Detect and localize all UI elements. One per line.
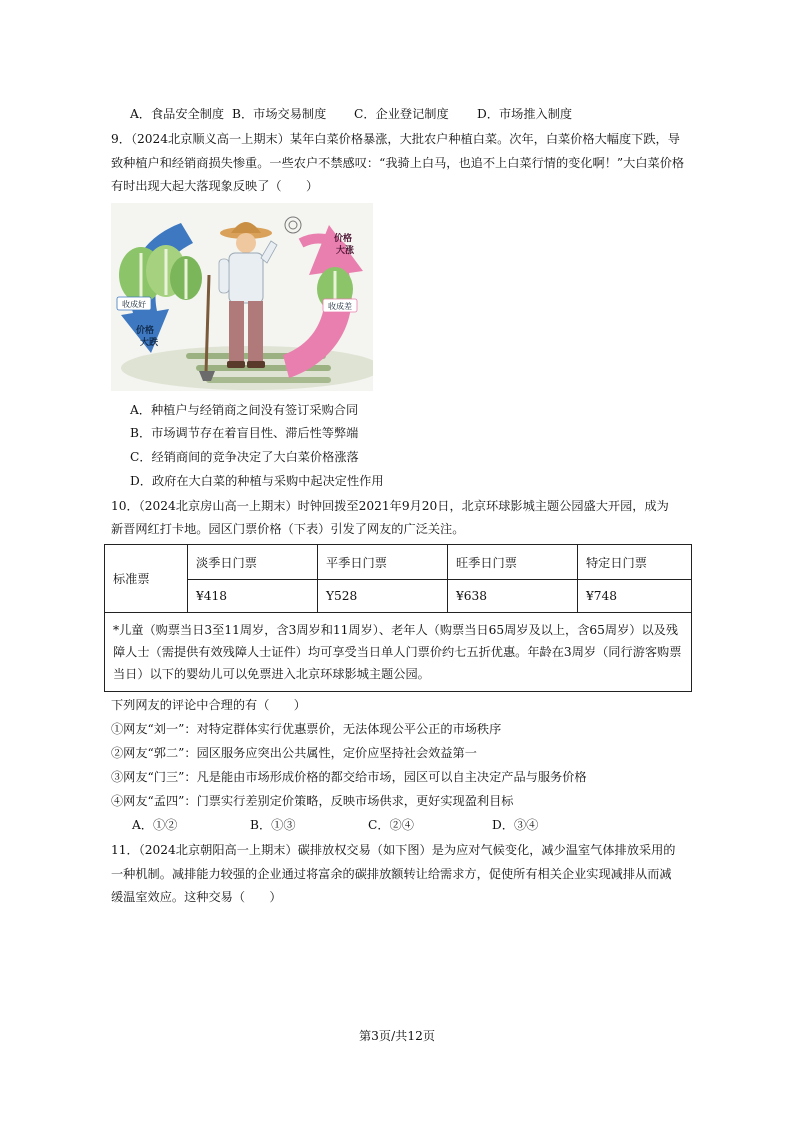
ticket-price-table bbox=[104, 544, 692, 692]
col-header-off-peak: 淡季日门票 bbox=[188, 545, 318, 580]
q9-option-d: D．政府在大白菜的种植与采购中起决定性作用 bbox=[130, 474, 384, 488]
cabbage-price-illustration bbox=[111, 203, 373, 391]
price-off-peak: ¥418 bbox=[188, 580, 318, 613]
q11-stem-line-1: 11．（2024北京朝阳高一上期末）碳排放权交易（如下图）是为应对气候变化，减少温室气体排放采用的 bbox=[111, 843, 676, 857]
label-price-drop-2: 大跌 bbox=[139, 338, 159, 348]
q11-stem-line-3: 缓温室效应。这种交易（ ） bbox=[111, 890, 282, 904]
q9-option-a: A．种植户与经销商之间没有签订采购合同 bbox=[130, 403, 359, 417]
q10-stem-line-2: 新晋网红打卡地。园区门票价格（下表）引发了网友的广泛关注。 bbox=[111, 522, 465, 536]
q11-stem-line-2: 一种机制。减排能力较强的企业通过将富余的碳排放额转让给需求方，促使所有相关企业实现减排从而减 bbox=[111, 867, 672, 881]
price-special: ¥748 bbox=[578, 580, 692, 613]
discount-note: *儿童（购票当日3至11周岁，含3周岁和11周岁）、老年人（购票当日65周岁及以上，含65周岁）以及残障人士（需提供有效残障人士证件）均可享受当日单人门票价约七五折优惠。年龄在3周岁（同行游客购票当日）以下的婴幼儿可以免票进入北京环球影城主题公园。 bbox=[105, 613, 692, 692]
q9-stem-line-3: 有时出现大起大落现象反映了（ ） bbox=[111, 179, 319, 193]
q8-option-c: C．企业登记制度 bbox=[354, 107, 449, 121]
q9-stem-line-2: 致种植户和经销商损失惨重。一些农户不禁感叹：“我骑上白马，也追不上白菜行情的变化啊！”大白菜价格 bbox=[111, 156, 685, 170]
label-price-rise-2: 大涨 bbox=[335, 246, 355, 256]
q9-stem-line-1: 9．（2024北京顺义高一上期末）某年白菜价格暴涨，大批农户种植白菜。次年，白菜价格大幅度下跌，导 bbox=[111, 132, 680, 146]
price-peak: ¥638 bbox=[448, 580, 578, 613]
label-price-rise-1: 价格 bbox=[333, 234, 353, 244]
q10-option-a: A．①② bbox=[132, 818, 178, 832]
q10-options bbox=[132, 817, 538, 833]
q10-comment-4: ④网友“孟四”：门票实行差别定价策略，反映市场供求，更好实现盈利目标 bbox=[111, 794, 514, 808]
price-regular: Y528 bbox=[318, 580, 448, 613]
q8-option-d: D．市场推入制度 bbox=[477, 107, 573, 121]
row-header-standard-ticket: 标准票 bbox=[105, 545, 188, 613]
page-footer: 第3页/共12页 bbox=[358, 1029, 436, 1043]
q10-option-c: C．②④ bbox=[368, 818, 414, 832]
q10-prompt: 下列网友的评论中合理的有（ ） bbox=[111, 698, 306, 712]
q10-comment-3: ③网友“门三”：凡是能由市场形成价格的都交给市场，园区可以自主决定产品与服务价格 bbox=[111, 770, 587, 784]
q10-option-d: D．③④ bbox=[492, 818, 539, 832]
q8-options bbox=[130, 106, 572, 122]
q9-option-c: C．经销商间的竞争决定了大白菜价格涨落 bbox=[130, 450, 359, 464]
q10-option-b: B．①③ bbox=[250, 818, 296, 832]
col-header-regular: 平季日门票 bbox=[318, 545, 448, 580]
label-good-harvest: 收成好 bbox=[122, 300, 146, 309]
q10-comment-1: ①网友“刘一”：对特定群体实行优惠票价，无法体现公平公正的市场秩序 bbox=[111, 722, 502, 736]
q8-option-b: B．市场交易制度 bbox=[232, 107, 327, 121]
q10-stem-line-1: 10．（2024北京房山高一上期末）时钟回拨至2021年9月20日，北京环球影城主题公园盛大开园，成为 bbox=[111, 499, 669, 513]
label-bad-harvest: 收成差 bbox=[328, 302, 352, 311]
col-header-peak: 旺季日门票 bbox=[448, 545, 578, 580]
q9-option-b: B．市场调节存在着盲目性、滞后性等弊端 bbox=[130, 426, 359, 440]
label-price-drop-1: 价格 bbox=[135, 326, 155, 336]
col-header-special: 特定日门票 bbox=[578, 545, 692, 580]
q8-option-a: A．食品安全制度 bbox=[130, 107, 225, 121]
q10-comment-2: ②网友“郭二”：园区服务应突出公共属性，定价应坚持社会效益第一 bbox=[111, 746, 477, 760]
